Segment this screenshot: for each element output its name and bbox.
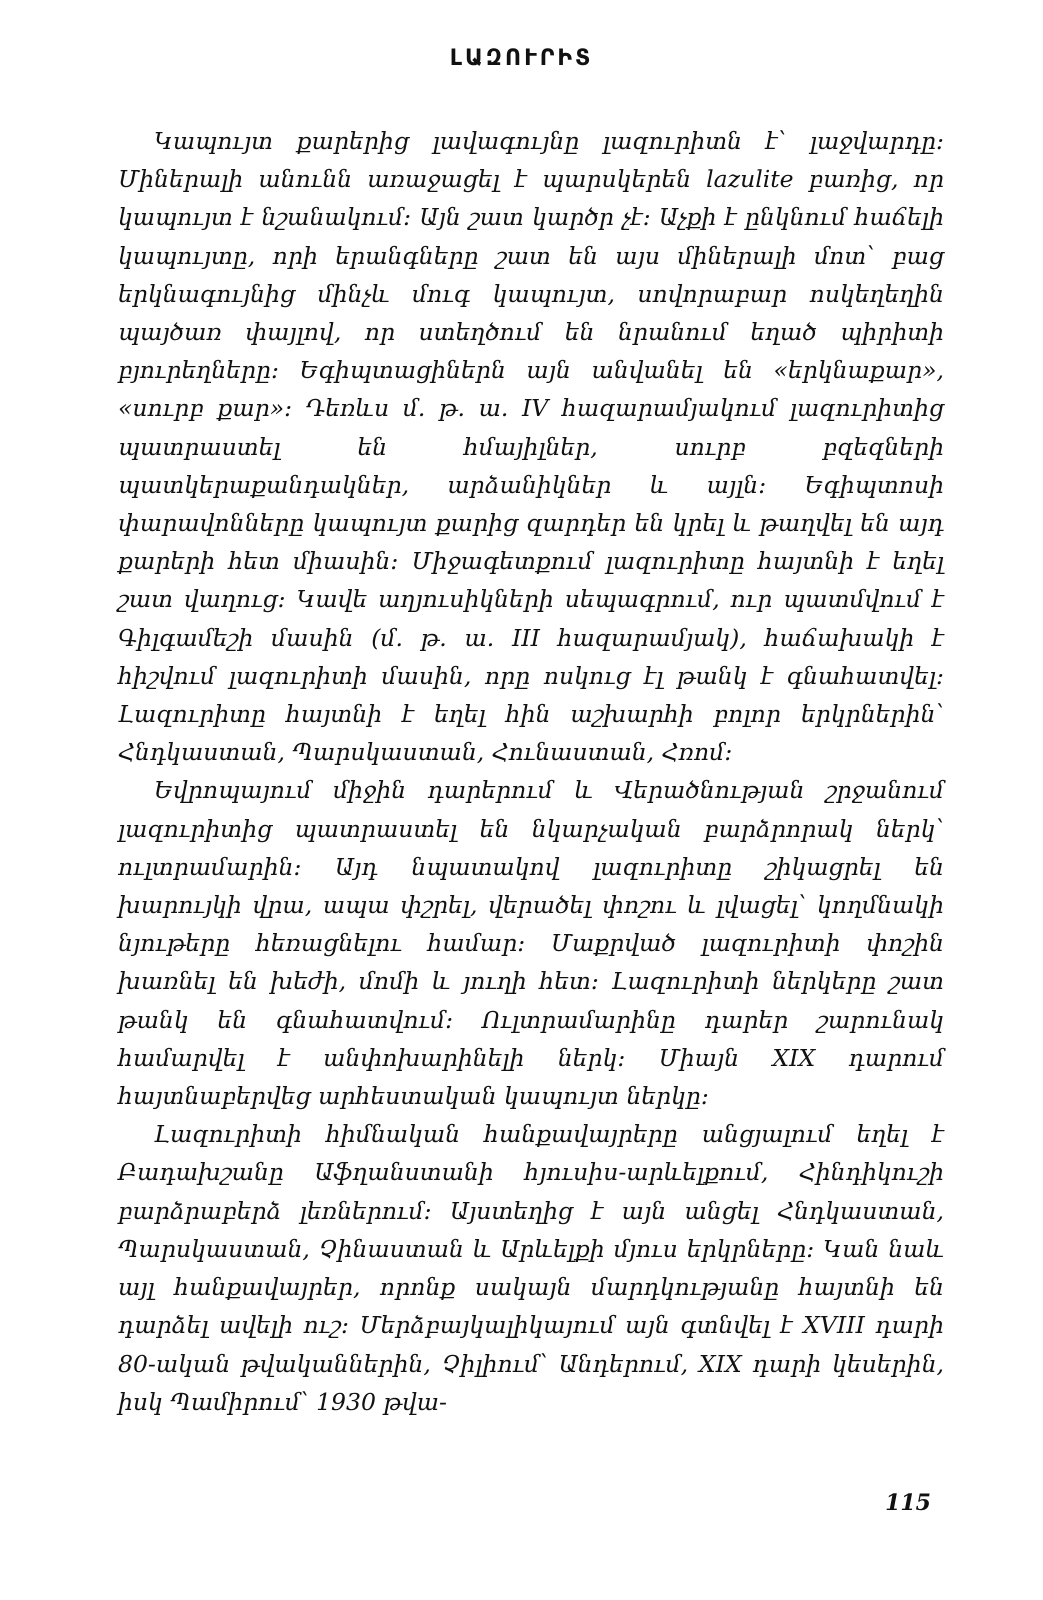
- running-head: ԼԱԶՈՒՐԻՏ: [449, 46, 594, 71]
- paragraph-2: Եվրոպայում միջին դարերում և Վերածնության շրջանում լազուրիտից պատրաստել են նկարչական բարձրորակ ներկ՝ ուլտրամարին։ Այդ նպատակով լազուրիտը շիկացրել են խարույկի վրա, ապա փշրել, վերածել փոշու և լվացել՝ կողմնակի նյութերը հեռացնելու համար։ Մաքրված լազուրիտի փոշին խառնել են խեժի, մոմի և յուղի հետ։ Լազուրիտի ներկերը շատ թանկ են գնահատվում։ Ուլտրամարինը դարեր շարունակ համարվել է անփոխարինելի ներկ։ Միայն XIX դարում հայտնաբերվեց արհեստական կապույտ ներկը։: [118, 776, 944, 1111]
- body-text: [118, 122, 944, 1421]
- page-number: 115: [885, 1490, 931, 1516]
- paragraph-1: Կապույտ քարերից լավագույնը լազուրիտն է՝ լաջվարդը։ Միներալի անունն առաջացել է պարսկերեն lazulite բառից, որ կապույտ է նշանակում։ Այն շատ կարծր չէ։ Աչքի է ընկնում հաճելի կապույտը, որի երանգները շատ են այս միներալի մոտ՝ բաց երկնագույնից մինչև մուգ կապույտ, սովորաբար ոսկեղեղին պայծառ փայլով, որ ստեղծում են նրանում եղած պիրիտի բյուրեղները։ Եգիպտացիներն այն անվանել են «երկնաքար», «սուրբ քար»։ Դեռևս մ. թ. ա. IV հազարամյակում լազուրիտից պատրաստել են հմայիլներ, սուրբ բզեզների պատկերաքանդակներ, արձանիկներ և այլն։ Եգիպտոսի փարավոնները կապույտ քարից զարդեր են կրել և թաղվել են այդ քարերի հետ միասին։ Միջագետքում լազուրիտը հայտնի է եղել շատ վաղուց։ Կավե աղյուսիկների սեպագրում, ուր պատմվում է Գիլգամեշի մասին (մ. թ. ա. III հազարամյակ), հաճախակի է հիշվում լազուրիտի մասին, որը ոսկուց էլ թանկ է գնահատվել։ Լազուրիտը հայտնի է եղել հին աշխարհի բոլոր երկրներին՝ Հնդկաստան, Պարսկաստան, Հունաստան, Հռոմ։: [118, 127, 944, 767]
- paragraph-3: Լազուրիտի հիմնական հանքավայրերը անցյալում եղել է Բադախշանը Աֆղանստանի հյուսիս-արևելքում, Հինդիկուշի բարձրաբերձ լեռներում։ Այստեղից է այն անցել Հնդկաստան, Պարսկաստան, Չինաստան և Արևելքի մյուս երկրները։ Կան նաև այլ հանքավայրեր, որոնք սակայն մարդկությանը հայտնի են դարձել ավելի ուշ։ Մերձբայկալիկայում այն գտնվել է XVIII դարի 80-ական թվականներին, Չիլիում՝ Անդերում, XIX դարի կեսերին, իսկ Պամիրում՝ 1930 թվա-: [118, 1120, 944, 1416]
